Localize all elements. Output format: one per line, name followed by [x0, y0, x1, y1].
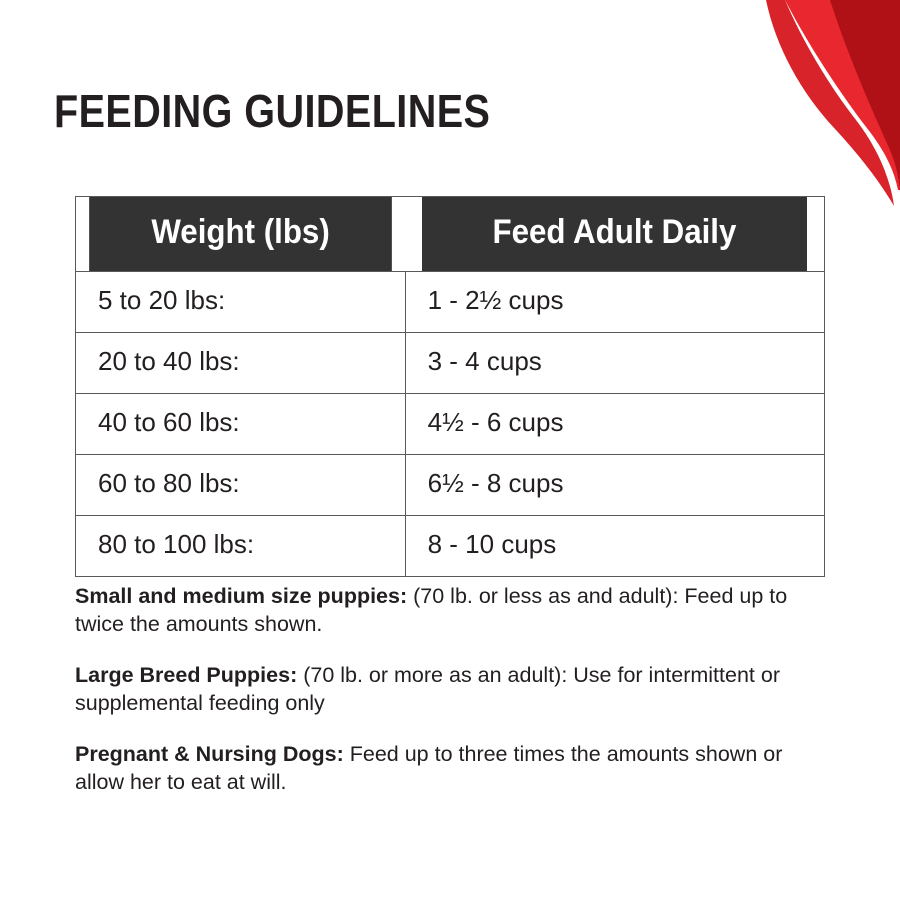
table-header-row: [76, 197, 824, 271]
cell-feed: 6½ - 8 cups: [405, 454, 824, 515]
cell-feed: 8 - 10 cups: [405, 515, 824, 576]
column-header-feed-adult-daily: Feed Adult Daily: [422, 197, 807, 271]
table-row: [76, 271, 824, 332]
cell-weight: 5 to 20 lbs:: [76, 271, 405, 332]
note-label: Pregnant & Nursing Dogs:: [75, 741, 344, 766]
feeding-table-wrapper: [75, 196, 825, 577]
table-body: [76, 271, 824, 576]
note-small-medium-puppies: [75, 582, 823, 639]
feeding-table: [76, 197, 824, 576]
feeding-notes: [75, 560, 823, 819]
cell-weight: 40 to 60 lbs:: [76, 393, 405, 454]
note-text: Feed up to three times the amounts shown or allow her to eat at will.: [75, 741, 783, 795]
page-title: FEEDING GUIDELINES: [54, 85, 491, 137]
table-row: [76, 332, 824, 393]
note-label: Large Breed Puppies:: [75, 662, 298, 687]
note-text: (70 lb. or more as an adult): Use for intermittent or supplemental feeding only: [75, 662, 780, 716]
cell-feed: 3 - 4 cups: [405, 332, 824, 393]
note-pregnant-nursing-dogs: [75, 740, 823, 797]
cell-weight: 80 to 100 lbs:: [76, 515, 405, 576]
note-label: Small and medium size puppies:: [75, 583, 408, 608]
table-header: [76, 197, 824, 271]
note-text: (70 lb. or less as and adult): Feed up to twice the amounts shown.: [75, 583, 788, 637]
cell-feed: 4½ - 6 cups: [405, 393, 824, 454]
column-header-weight: Weight (lbs): [89, 197, 392, 271]
table-row: [76, 393, 824, 454]
note-large-breed-puppies: [75, 661, 823, 718]
cell-weight: 20 to 40 lbs:: [76, 332, 405, 393]
table-row: [76, 454, 824, 515]
cell-weight: 60 to 80 lbs:: [76, 454, 405, 515]
cell-feed: 1 - 2½ cups: [405, 271, 824, 332]
